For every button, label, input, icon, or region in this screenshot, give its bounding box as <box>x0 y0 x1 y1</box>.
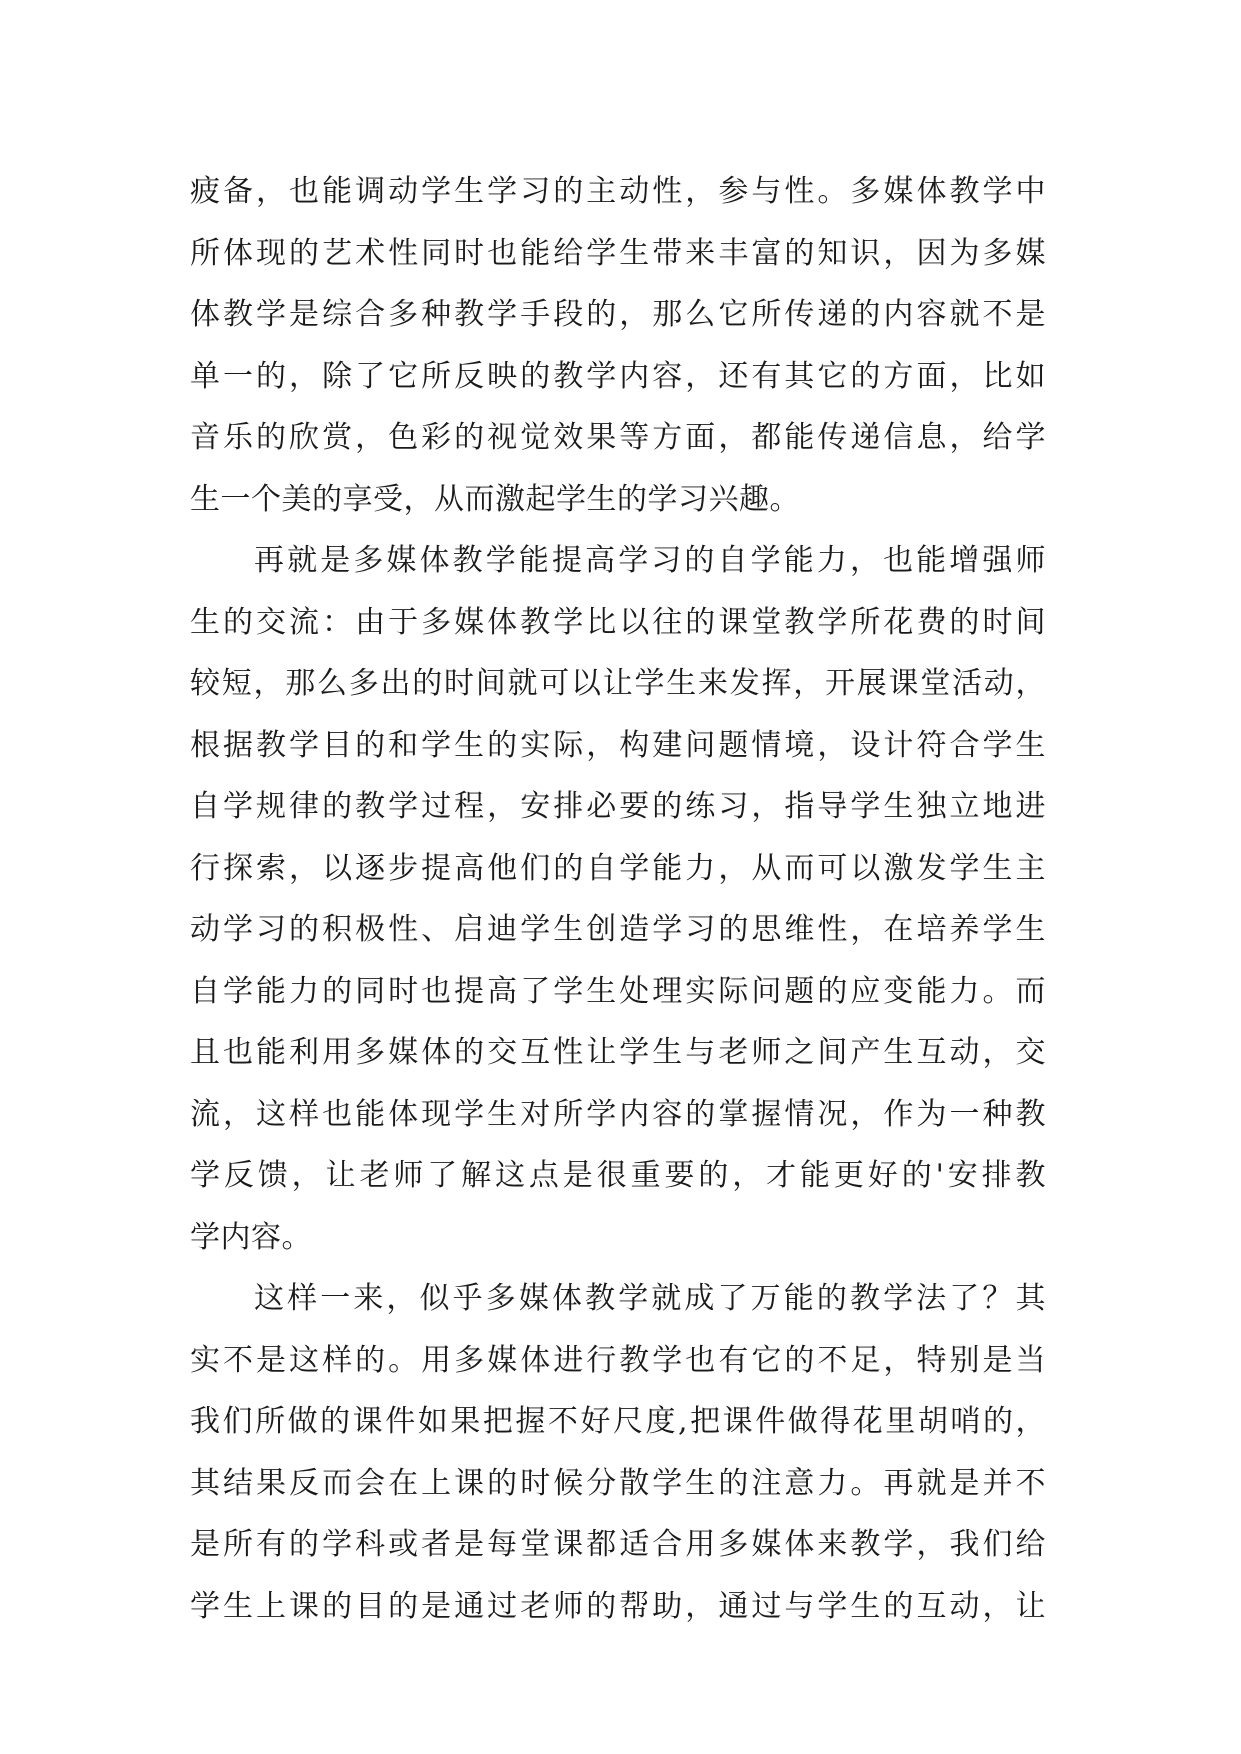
text-line: 生一个美的享受，从而激起学生的学习兴趣。 <box>190 481 800 517</box>
text-line: 疲备，也能调动学生学习的主动性，参与性。多媒体教学中 <box>190 174 1046 209</box>
text-line: 且也能利用多媒体的交互性让学生与老师之间产生互动，交 <box>190 1035 1046 1070</box>
text-line: 再就是多媒体教学能提高学习的自学能力，也能增强师 <box>254 543 1046 578</box>
paragraph-2 <box>190 530 1046 1268</box>
text-line: 学生上课的目的是通过老师的帮助，通过与学生的互动，让 <box>190 1588 1046 1624</box>
text-line: 单一的，除了它所反映的教学内容，还有其它的方面，比如 <box>190 358 1046 394</box>
text-line: 学反馈，让老师了解这点是很重要的，才能更好的'安排教 <box>190 1158 1046 1193</box>
text-line: 行探索，以逐步提高他们的自学能力，从而可以激发学生主 <box>190 850 1046 886</box>
text-line: 学内容。 <box>190 1219 312 1255</box>
text-line: 音乐的欣赏，色彩的视觉效果等方面，都能传递信息，给学 <box>190 420 1046 455</box>
text-line: 这样一来，似乎多媒体教学就成了万能的教学法了？其 <box>254 1281 1046 1316</box>
text-line: 自学能力的同时也提高了学生处理实际问题的应变能力。而 <box>190 973 1046 1009</box>
paragraph-1 <box>190 161 1046 530</box>
text-line: 是所有的学科或者是每堂课都适合用多媒体来教学，我们给 <box>190 1527 1046 1562</box>
text-line: 体教学是综合多种教学手段的，那么它所传递的内容就不是 <box>190 297 1046 332</box>
text-line: 较短，那么多出的时间就可以让学生来发挥，开展课堂活动， <box>190 666 1046 701</box>
body-text <box>190 161 1046 1637</box>
text-line: 我们所做的课件如果把握不好尺度,把课件做得花里胡哨的， <box>190 1404 1046 1439</box>
text-line: 自学规律的教学过程，安排必要的练习，指导学生独立地进 <box>190 789 1046 824</box>
text-line: 其结果反而会在上课的时候分散学生的注意力。再就是并不 <box>190 1465 1046 1501</box>
text-line: 流，这样也能体现学生对所学内容的掌握情况，作为一种教 <box>190 1096 1046 1132</box>
text-line: 动学习的积极性、启迪学生创造学习的思维性，在培养学生 <box>190 912 1046 947</box>
text-line: 实不是这样的。用多媒体进行教学也有它的不足，特别是当 <box>190 1342 1046 1378</box>
text-line: 生的交流：由于多媒体教学比以往的课堂教学所花费的时间 <box>190 604 1046 640</box>
text-line: 所体现的艺术性同时也能给学生带来丰富的知识，因为多媒 <box>190 235 1046 271</box>
paragraph-3 <box>190 1268 1046 1637</box>
text-line: 根据教学目的和学生的实际，构建问题情境，设计符合学生 <box>190 727 1046 763</box>
